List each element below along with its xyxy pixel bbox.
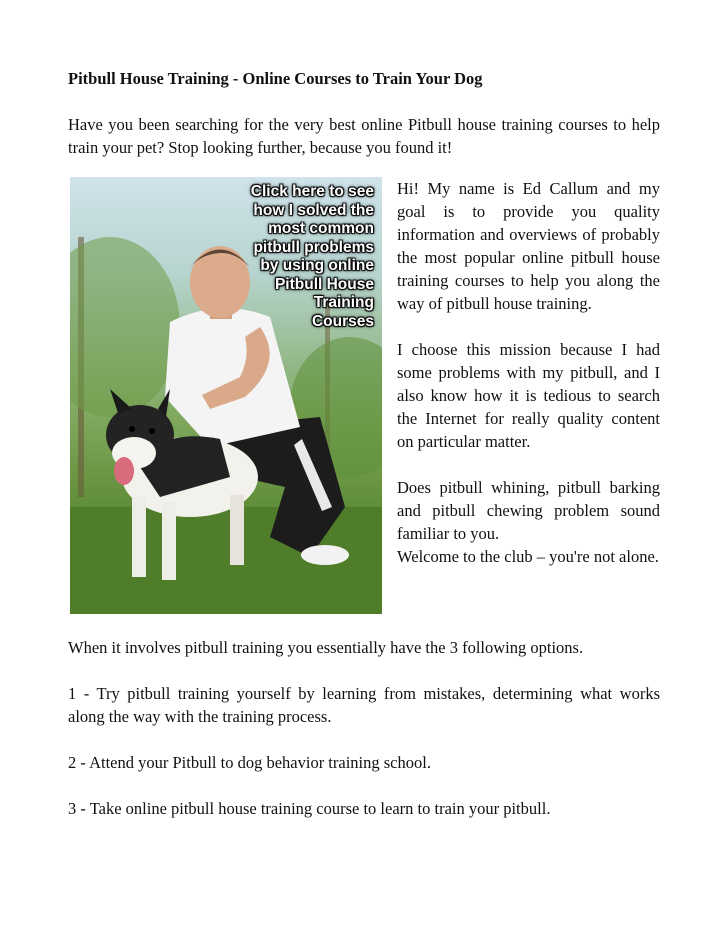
body-paragraph-options: When it involves pitbull training you essentially have the 3 following options. <box>68 638 584 657</box>
side-paragraph-welcome: Welcome to the club – you're not alone. <box>397 547 659 566</box>
promo-callout-text: Click here to see how I solved the most common pitbull problems by using online Pitbull House Training Courses <box>250 183 374 330</box>
body-paragraph-option-2: 2 - Attend your Pitbull to dog behavior training school. <box>68 753 431 772</box>
side-paragraph-mission: I choose this mission because I had some problems with my pitbull, and I also know how it is tedious to search the Internet for really quality content on particular matter. <box>397 340 660 451</box>
promo-image-link[interactable] <box>70 177 382 614</box>
intro-paragraph: Have you been searching for the very best online Pitbull house training courses to help train your pet? Stop looking further, because you found it! <box>68 115 660 157</box>
body-paragraph-option-1: 1 - Try pitbull training yourself by learning from mistakes, determining what works along the way with the training process. <box>68 684 660 726</box>
body-text <box>68 636 660 843</box>
side-column <box>397 177 660 568</box>
body-paragraph-option-3: 3 - Take online pitbull house training course to learn to train your pitbull. <box>68 799 551 818</box>
side-paragraph-problems: Does pitbull whining, pitbull barking and pitbull chewing problem sound familiar to you. <box>397 478 660 543</box>
document-title: Pitbull House Training - Online Courses to Train Your Dog <box>68 69 483 88</box>
side-paragraph-intro: Hi! My name is Ed Callum and my goal is to provide you quality information and overviews of probably the most popular online pitbull house training courses to help you along the way of pitbull house training. <box>397 179 660 313</box>
